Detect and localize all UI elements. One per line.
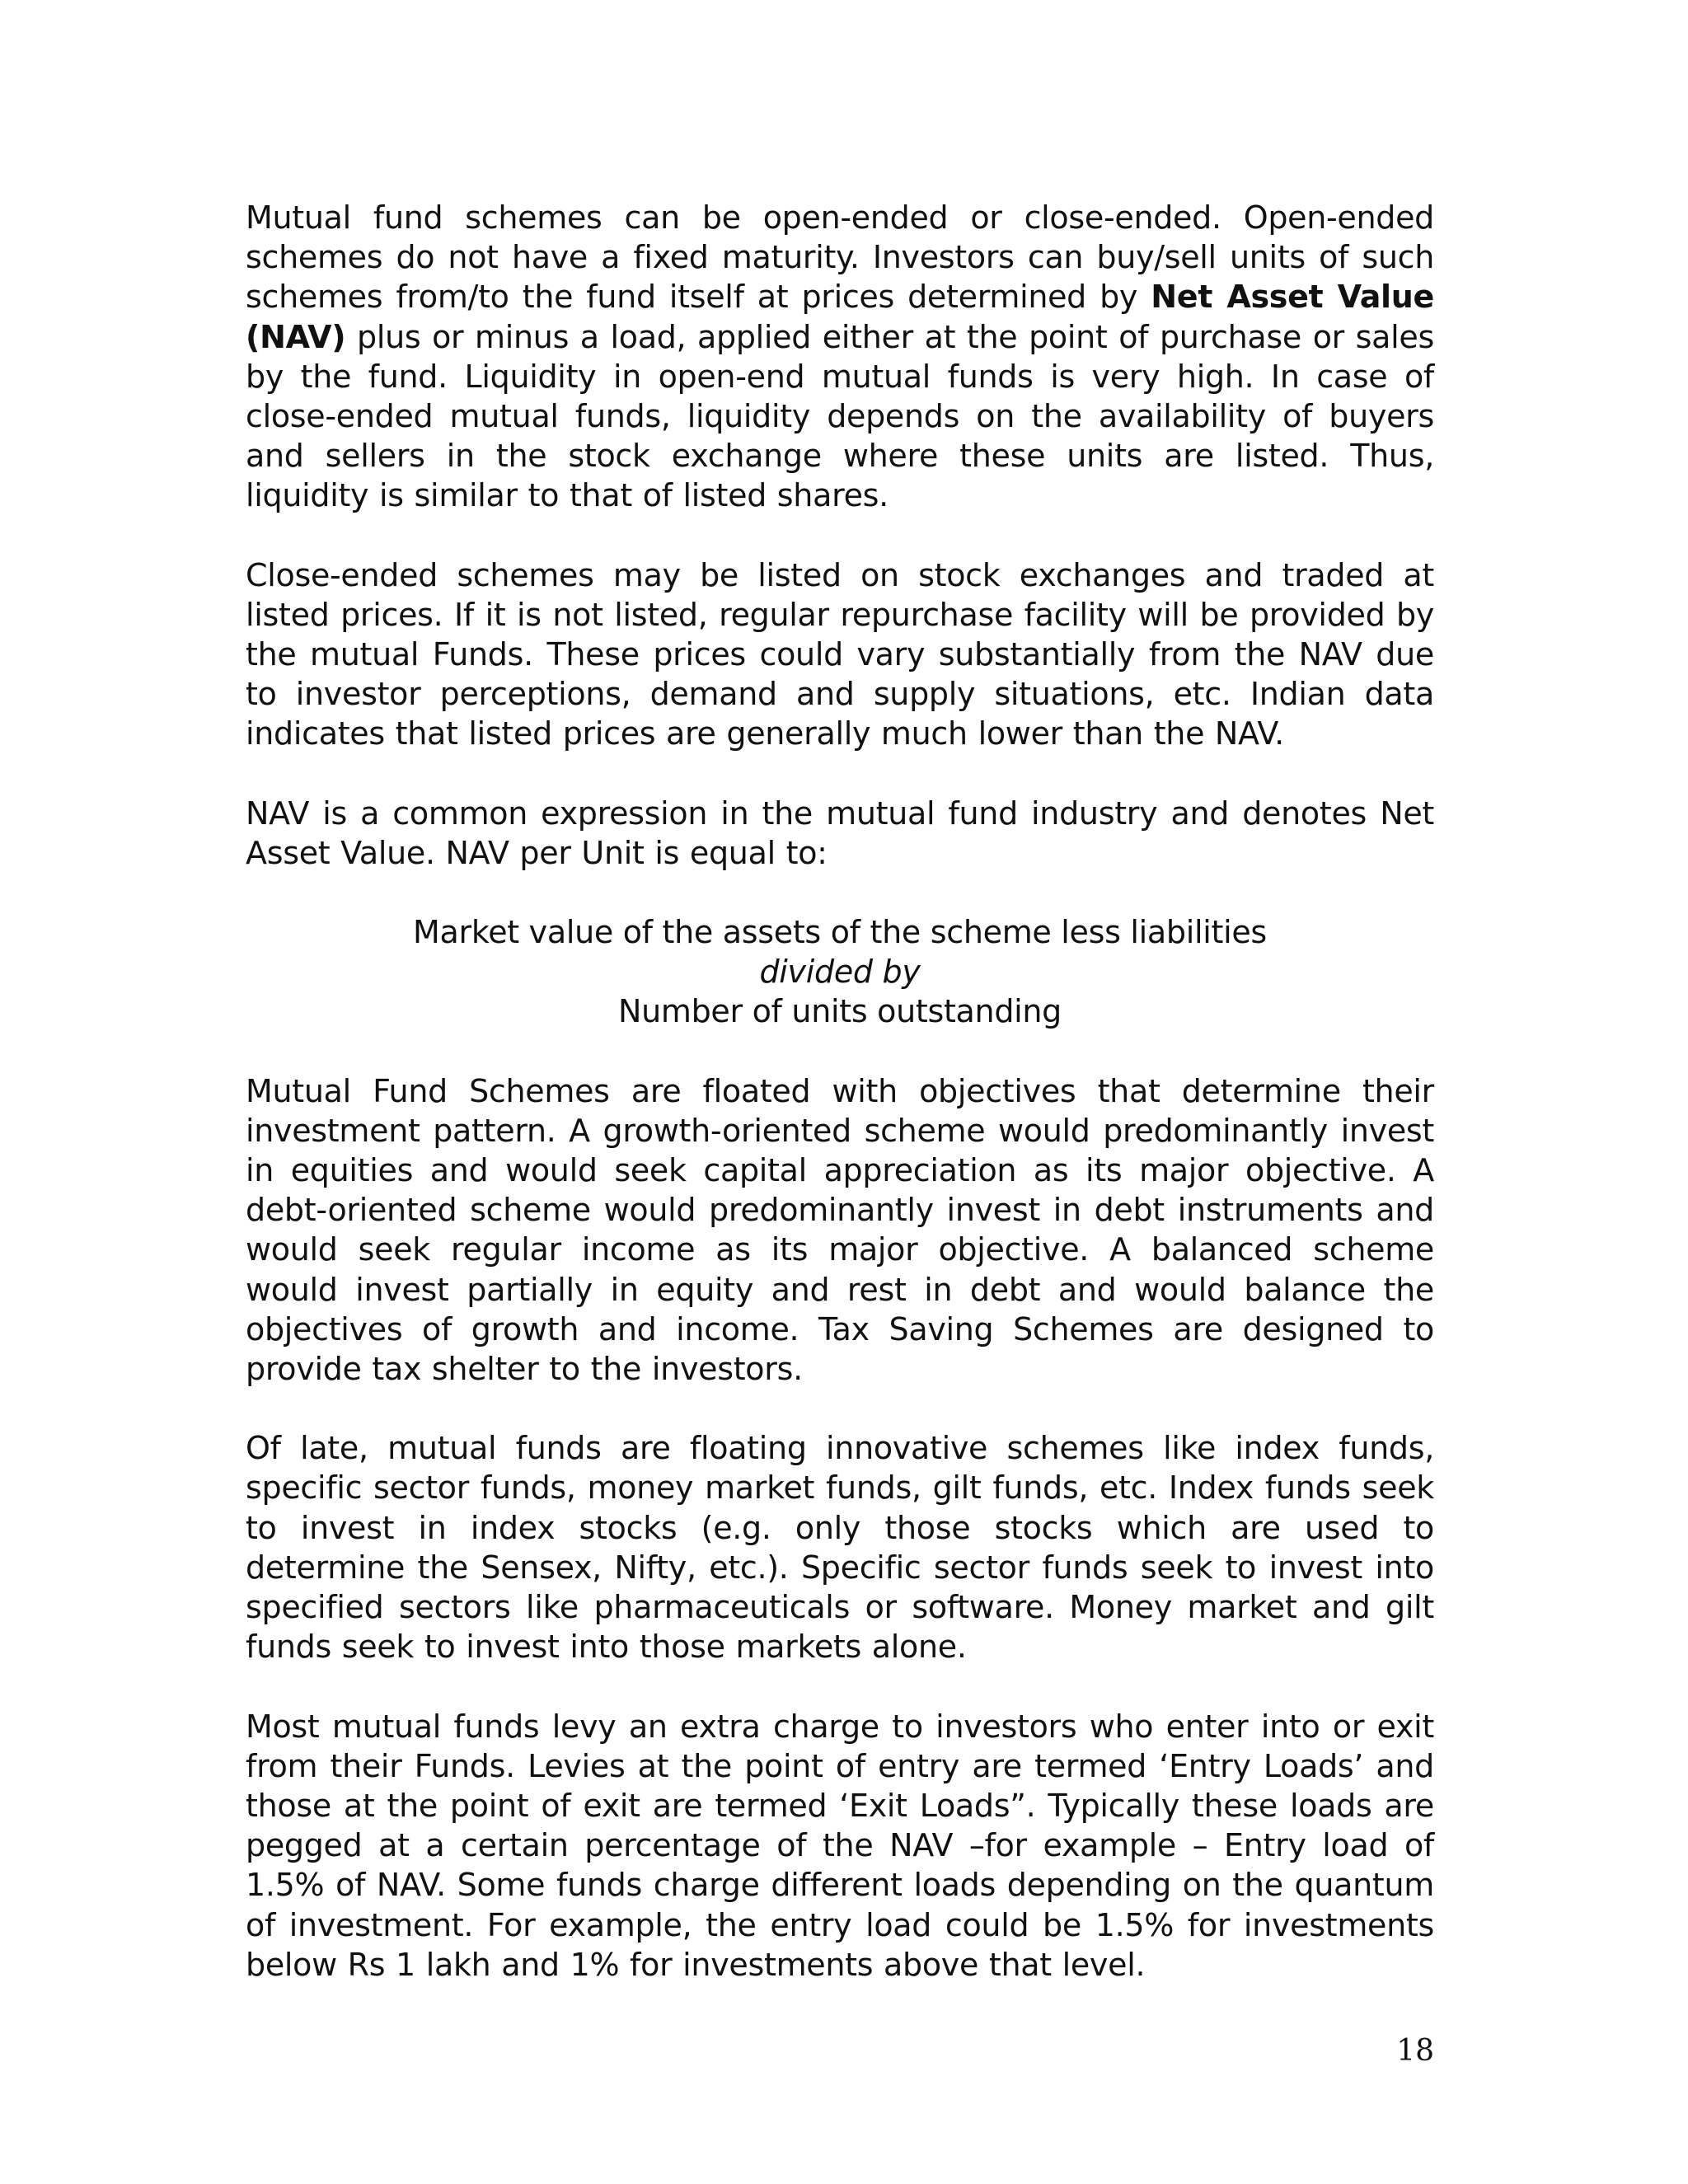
formula-operator: divided by <box>759 954 921 991</box>
paragraph-text: plus or minus a load, applied either at the point of purchase or sales by the fund. Liquidity in open-end mutual funds is very high. In case of close-ended mutual funds, liquidity depends on the availability of buyers and sellers in the stock exchange where these units are listed. Thus, liquidity is similar to that of listed shares. <box>246 318 1434 514</box>
paragraph-open-close-ended <box>246 198 1434 516</box>
nav-formula <box>246 912 1434 1032</box>
paragraph-loads: Most mutual funds levy an extra charge to investors who enter into or exit from their Funds. Levies at the point of entry are termed ‘Entry Loads’ and those at the point of exit are termed ‘Exit Loads”. Typically these loads are pegged at a certain percentage of the NAV –for example – Entry load of 1.5% of NAV. Some funds charge different loads depending on the quantum of investment. For example, the entry load could be 1.5% for investments below Rs 1 lakh and 1% for investments above that level. <box>246 1708 1434 1983</box>
formula-denominator: Number of units outstanding <box>617 993 1062 1030</box>
paragraph-innovative-schemes: Of late, mutual funds are floating innovative schemes like index funds, specific sector funds, money market funds, gilt funds, etc. Index funds seek to invest in index stocks (e.g. only those stocks which are used to determine the Sensex, Nifty, etc.). Specific sector funds seek to invest into specified sectors like pharmaceuticals or software. Money market and gilt funds seek to invest into those markets alone. <box>246 1430 1434 1666</box>
paragraph-close-ended-listed: Close-ended schemes may be listed on stock exchanges and traded at listed prices. If it is not listed, regular repurchase facility will be provided by the mutual Funds. These prices could vary substantially from the NAV due to investor perceptions, demand and supply situations, etc. Indian data indicates that listed prices are generally much lower than the NAV. <box>246 556 1434 752</box>
nav-term-bold: Net Asset Value (NAV) <box>246 279 1434 355</box>
document-body <box>246 198 1434 1985</box>
formula-numerator: Market value of the assets of the scheme less liabilities <box>413 914 1267 951</box>
paragraph-scheme-objectives: Mutual Fund Schemes are floated with objectives that determine their investment pattern. A growth-oriented scheme would predominantly invest in equities and would seek capital appreciation as its major objective. A debt-oriented scheme would predominantly invest in debt instruments and would seek regular income as its major objective. A balanced scheme would invest partially in equity and rest in debt and would balance the objectives of growth and income. Tax Saving Schemes are designed to provide tax shelter to the investors. <box>246 1072 1434 1388</box>
page-number: 18 <box>1396 2034 1434 2068</box>
paragraph-nav-definition: NAV is a common expression in the mutual fund industry and denotes Net Asset Value. NAV per Unit is equal to: <box>246 794 1434 871</box>
paragraph-text: Mutual fund schemes can be open-ended or close-ended. Open-ended schemes do not have a fixed maturity. Investors can buy/sell units of such schemes from/to the fund itself at prices determined by <box>246 199 1434 316</box>
